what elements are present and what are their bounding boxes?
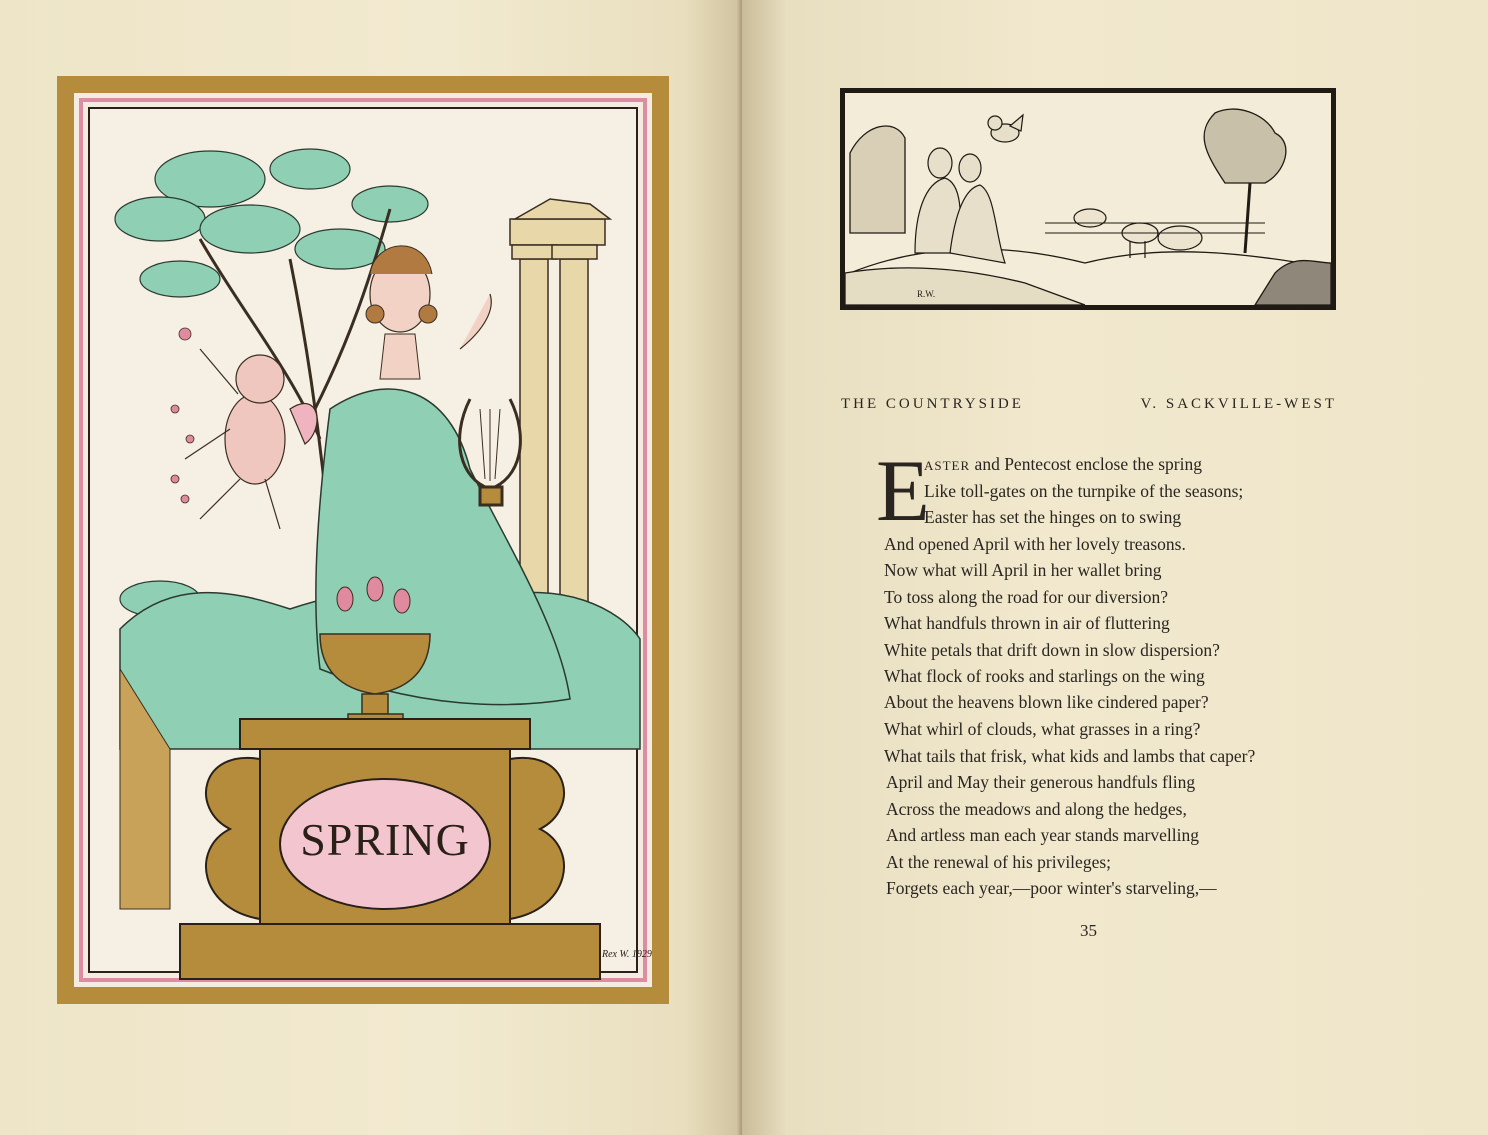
ruined-column [510, 199, 610, 639]
poem-line-1-caps: ASTER [924, 458, 971, 473]
poem-line: Across the meadows and along the hedges, [886, 799, 1187, 819]
poem-line-1 [924, 454, 1202, 475]
poem-line: And opened April with her lovely treasons. [884, 534, 1186, 554]
left-page [0, 0, 742, 1135]
poem-line: April and May their generous handfuls fling [886, 772, 1196, 792]
pastoral-vignette [840, 88, 1336, 310]
running-head-title: THE COUNTRYSIDE [841, 396, 1024, 412]
running-head-author: V. SACKVILLE-WEST [1140, 396, 1337, 412]
poem-line: About the heavens blown like cindered paper? [884, 692, 1209, 712]
poem-line-1-rest: and Pentecost enclose the spring [970, 454, 1202, 474]
plate-illustration [88, 107, 652, 973]
poem-line: To toss along the road for our diversion? [884, 587, 1169, 607]
poem-line: And artless man each year stands marvelling [886, 825, 1199, 845]
poem-line: What handfuls thrown in air of fluttering [884, 613, 1170, 633]
artist-signature: Rex W. 1929 [602, 949, 652, 960]
poem-line: Forgets each year,—poor winter's starveling,— [886, 878, 1217, 898]
poem-line: At the renewal of his privileges; [886, 852, 1112, 872]
plate-title: SPRING [300, 814, 470, 865]
poem-line: White petals that drift down in slow dispersion? [884, 640, 1220, 660]
poem-line: What flock of rooks and starlings on the wing [884, 666, 1205, 686]
poem-line: What tails that frisk, what kids and lambs that caper? [884, 746, 1256, 766]
poem-line: Now what will April in her wallet bring [884, 560, 1162, 580]
drop-cap: E [876, 443, 930, 540]
vignette-initials: R.W. [917, 289, 936, 299]
pastoral-illustration [845, 93, 1331, 305]
running-head [841, 396, 1337, 418]
poem-line: Like toll-gates on the turnpike of the seasons; [924, 481, 1244, 501]
cupid [988, 115, 1023, 142]
embracing-couple [915, 148, 1005, 263]
poem-line: What whirl of clouds, what grasses in a ring? [884, 719, 1201, 739]
cupid-figure [185, 349, 317, 529]
spring-plate [57, 76, 669, 1004]
poem-line: Easter has set the hinges on to swing [924, 507, 1182, 527]
page-number: 35 [1080, 921, 1097, 940]
